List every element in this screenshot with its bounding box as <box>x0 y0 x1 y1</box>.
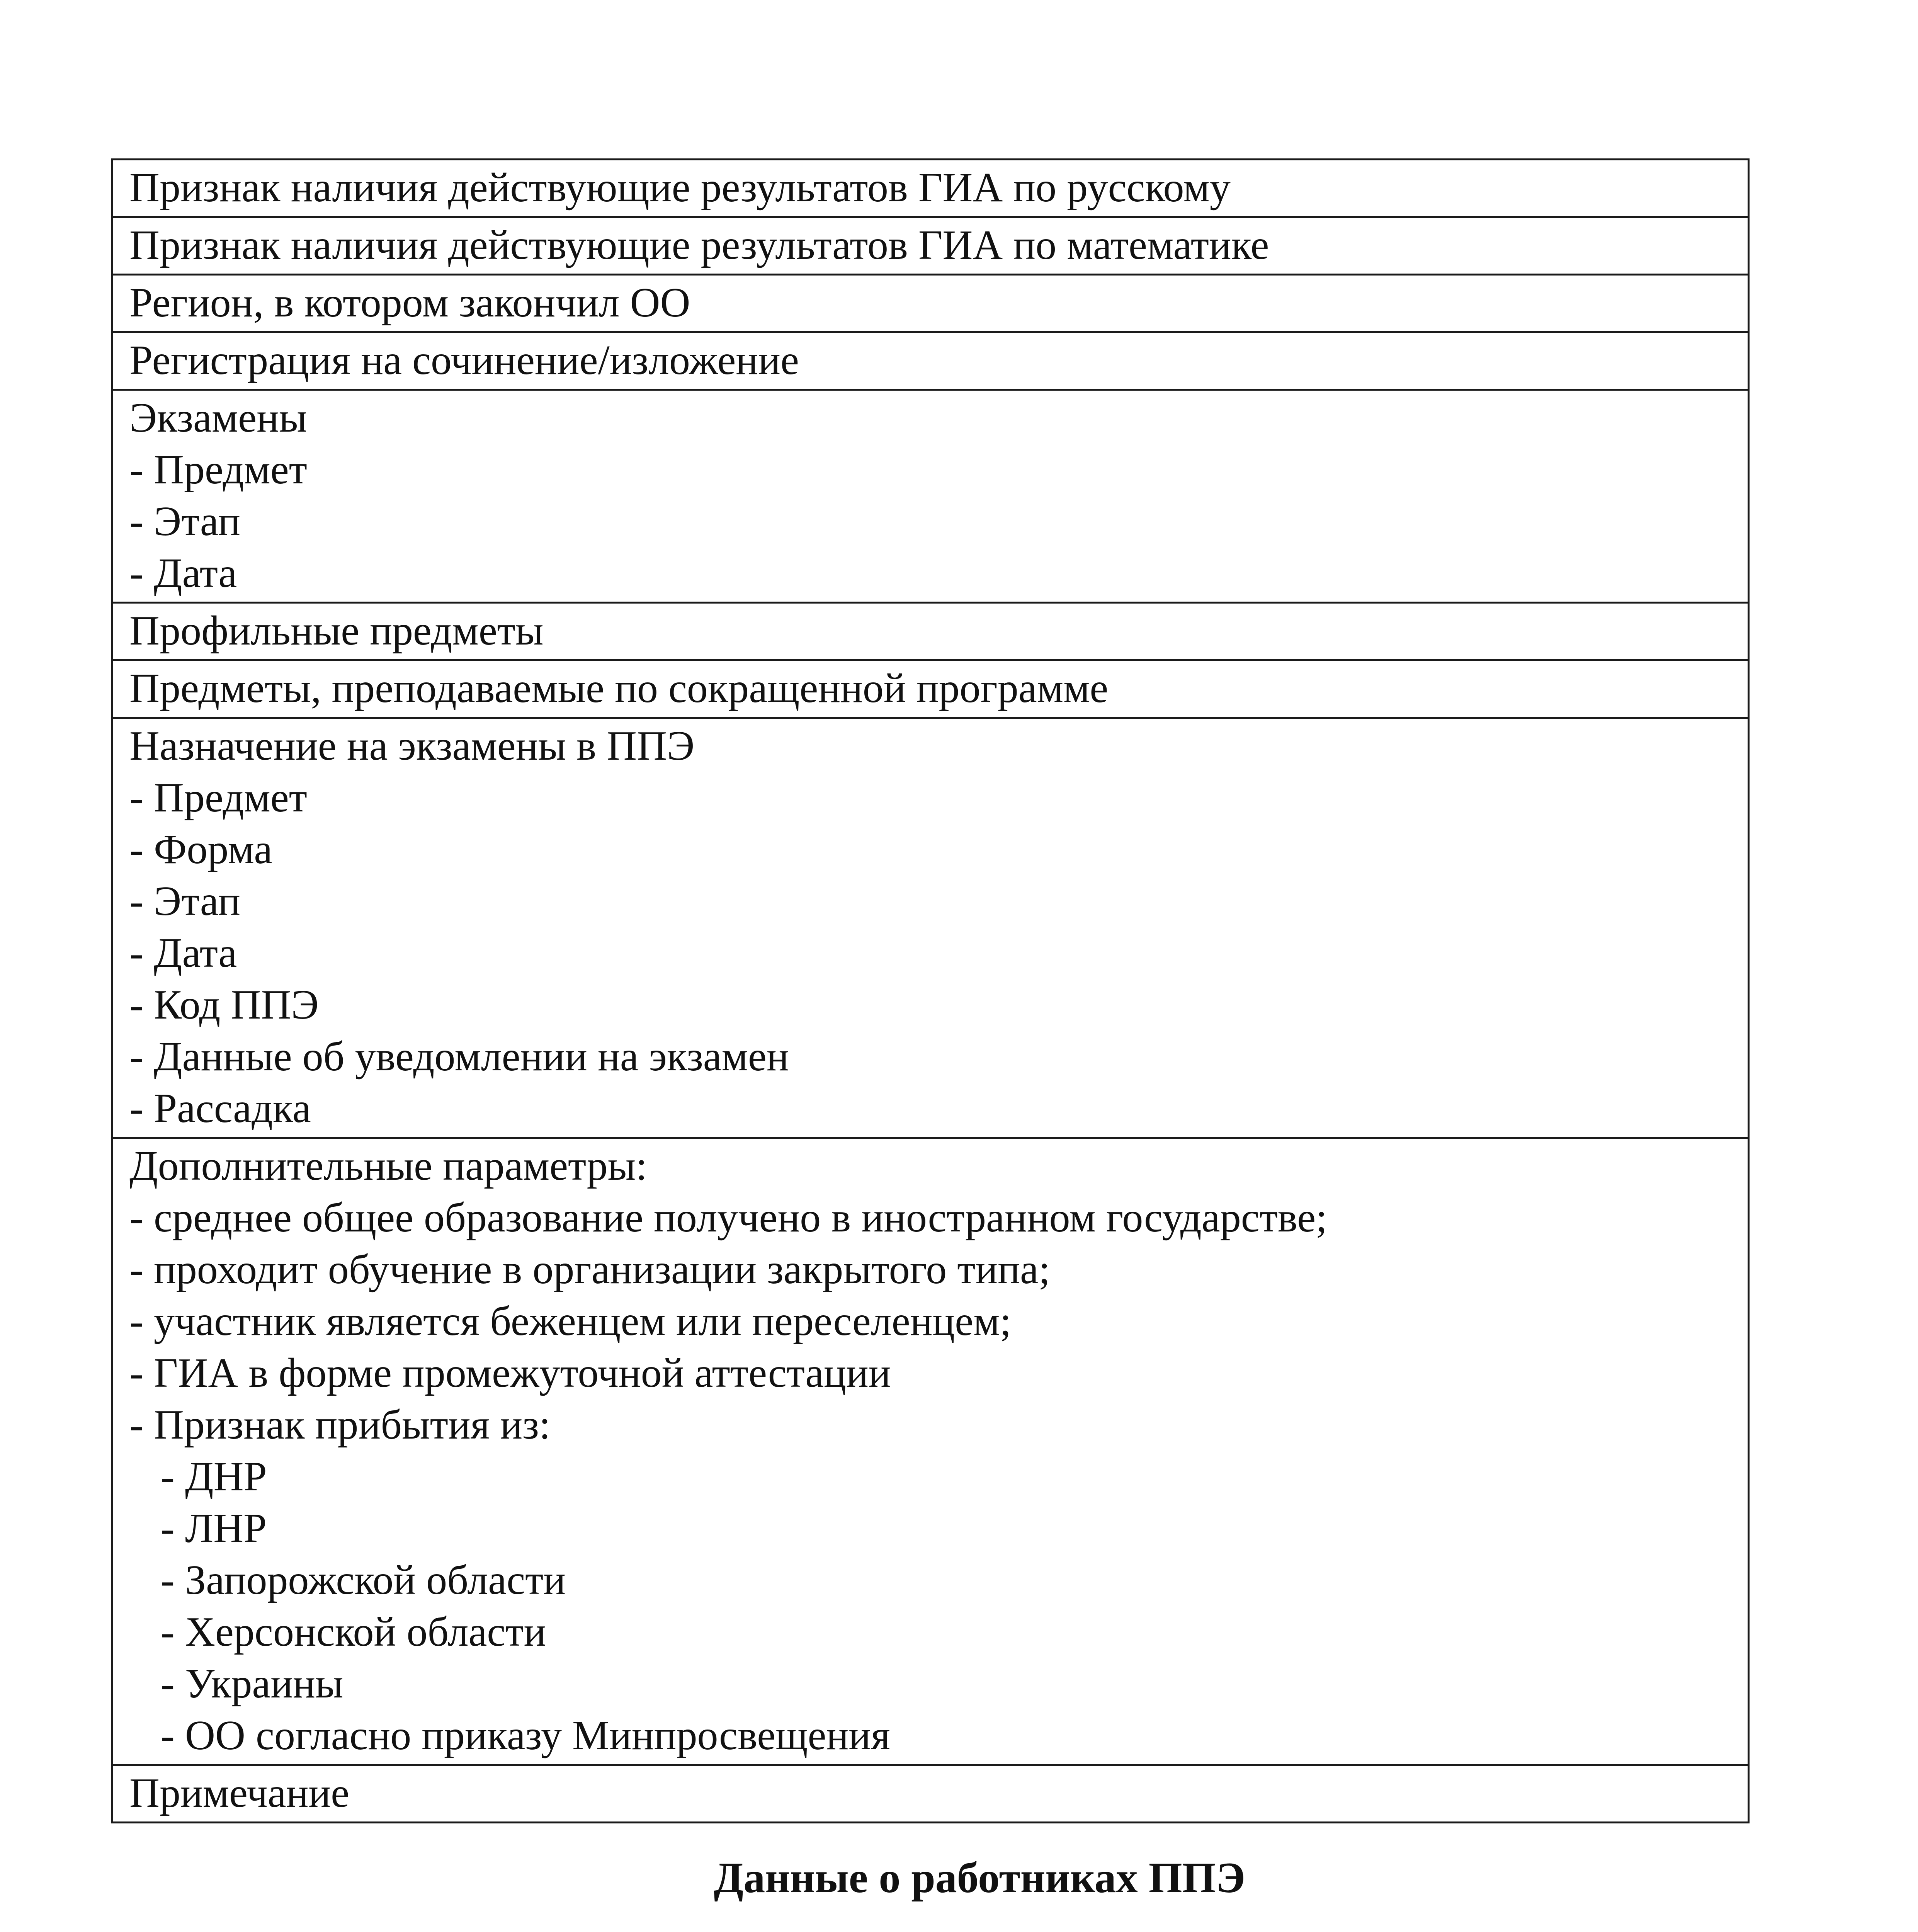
table-cell <box>112 1138 1749 1765</box>
cell-line: - ОО согласно приказу Минпросвещения <box>129 1713 890 1759</box>
cell-line: - ДНР <box>129 1454 267 1500</box>
cell-line: Предметы, преподаваемые по сокращенной программе <box>129 665 1109 711</box>
table-cell <box>112 660 1749 718</box>
cell-line: - Предмет <box>129 447 307 493</box>
cell-line: - Предмет <box>129 775 307 821</box>
table-row <box>112 660 1749 718</box>
cell-line: - Дата <box>129 550 237 596</box>
cell-line: - ГИА в форме промежуточной аттестации <box>129 1350 891 1396</box>
cell-line: - Украины <box>129 1661 343 1707</box>
cell-line: - Форма <box>129 827 273 872</box>
table-row <box>112 332 1749 390</box>
table-cell <box>112 160 1749 217</box>
table-row <box>112 603 1749 660</box>
table-cell <box>112 332 1749 390</box>
cell-line: - Дата <box>129 930 237 976</box>
table-row <box>112 160 1749 217</box>
cell-line: Признак наличия действующие результатов ГИА по русскому <box>129 165 1231 211</box>
cell-line: - ЛНР <box>129 1505 267 1551</box>
cell-line: Дополнительные параметры: <box>129 1143 648 1189</box>
cell-line: Экзамены <box>129 395 307 441</box>
table-cell <box>112 217 1749 275</box>
section-heading: Данные о работниках ППЭ <box>714 1854 1245 1902</box>
table-row <box>112 718 1749 1138</box>
table-row <box>112 275 1749 332</box>
table-row <box>112 1138 1749 1765</box>
cell-line: Примечание <box>129 1770 350 1816</box>
cell-line: - Рассадка <box>129 1085 311 1131</box>
cell-line: - Признак прибытия из: <box>129 1402 551 1448</box>
cell-line: - среднее общее образование получено в иностранном государстве; <box>129 1195 1328 1241</box>
cell-line: - Данные об уведомлении на экзамен <box>129 1034 789 1080</box>
cell-line: Признак наличия действующие результатов ГИА по математике <box>129 222 1269 268</box>
cell-line: Регион, в котором закончил ОО <box>129 280 690 326</box>
cell-line: - Этап <box>129 498 241 544</box>
table-cell <box>112 603 1749 660</box>
cell-line: Профильные предметы <box>129 608 544 654</box>
table-cell <box>112 275 1749 332</box>
cell-line: - проходит обучение в организации закрытого типа; <box>129 1247 1050 1293</box>
cell-line: Назначение на экзамены в ППЭ <box>129 723 695 769</box>
cell-line: - Этап <box>129 878 241 924</box>
cell-line: Регистрация на сочинение/изложение <box>129 337 799 383</box>
cell-line: - Код ППЭ <box>129 982 319 1028</box>
participant-fields-table <box>111 158 1750 1823</box>
cell-line: - Запорожской области <box>129 1557 566 1603</box>
table-row <box>112 390 1749 603</box>
cell-line: - Херсонской области <box>129 1609 546 1655</box>
table-row <box>112 1765 1749 1823</box>
table-cell <box>112 718 1749 1138</box>
table-row <box>112 217 1749 275</box>
table-cell <box>112 390 1749 603</box>
cell-line: - участник является беженцем или переселенцем; <box>129 1298 1012 1344</box>
table-cell <box>112 1765 1749 1823</box>
